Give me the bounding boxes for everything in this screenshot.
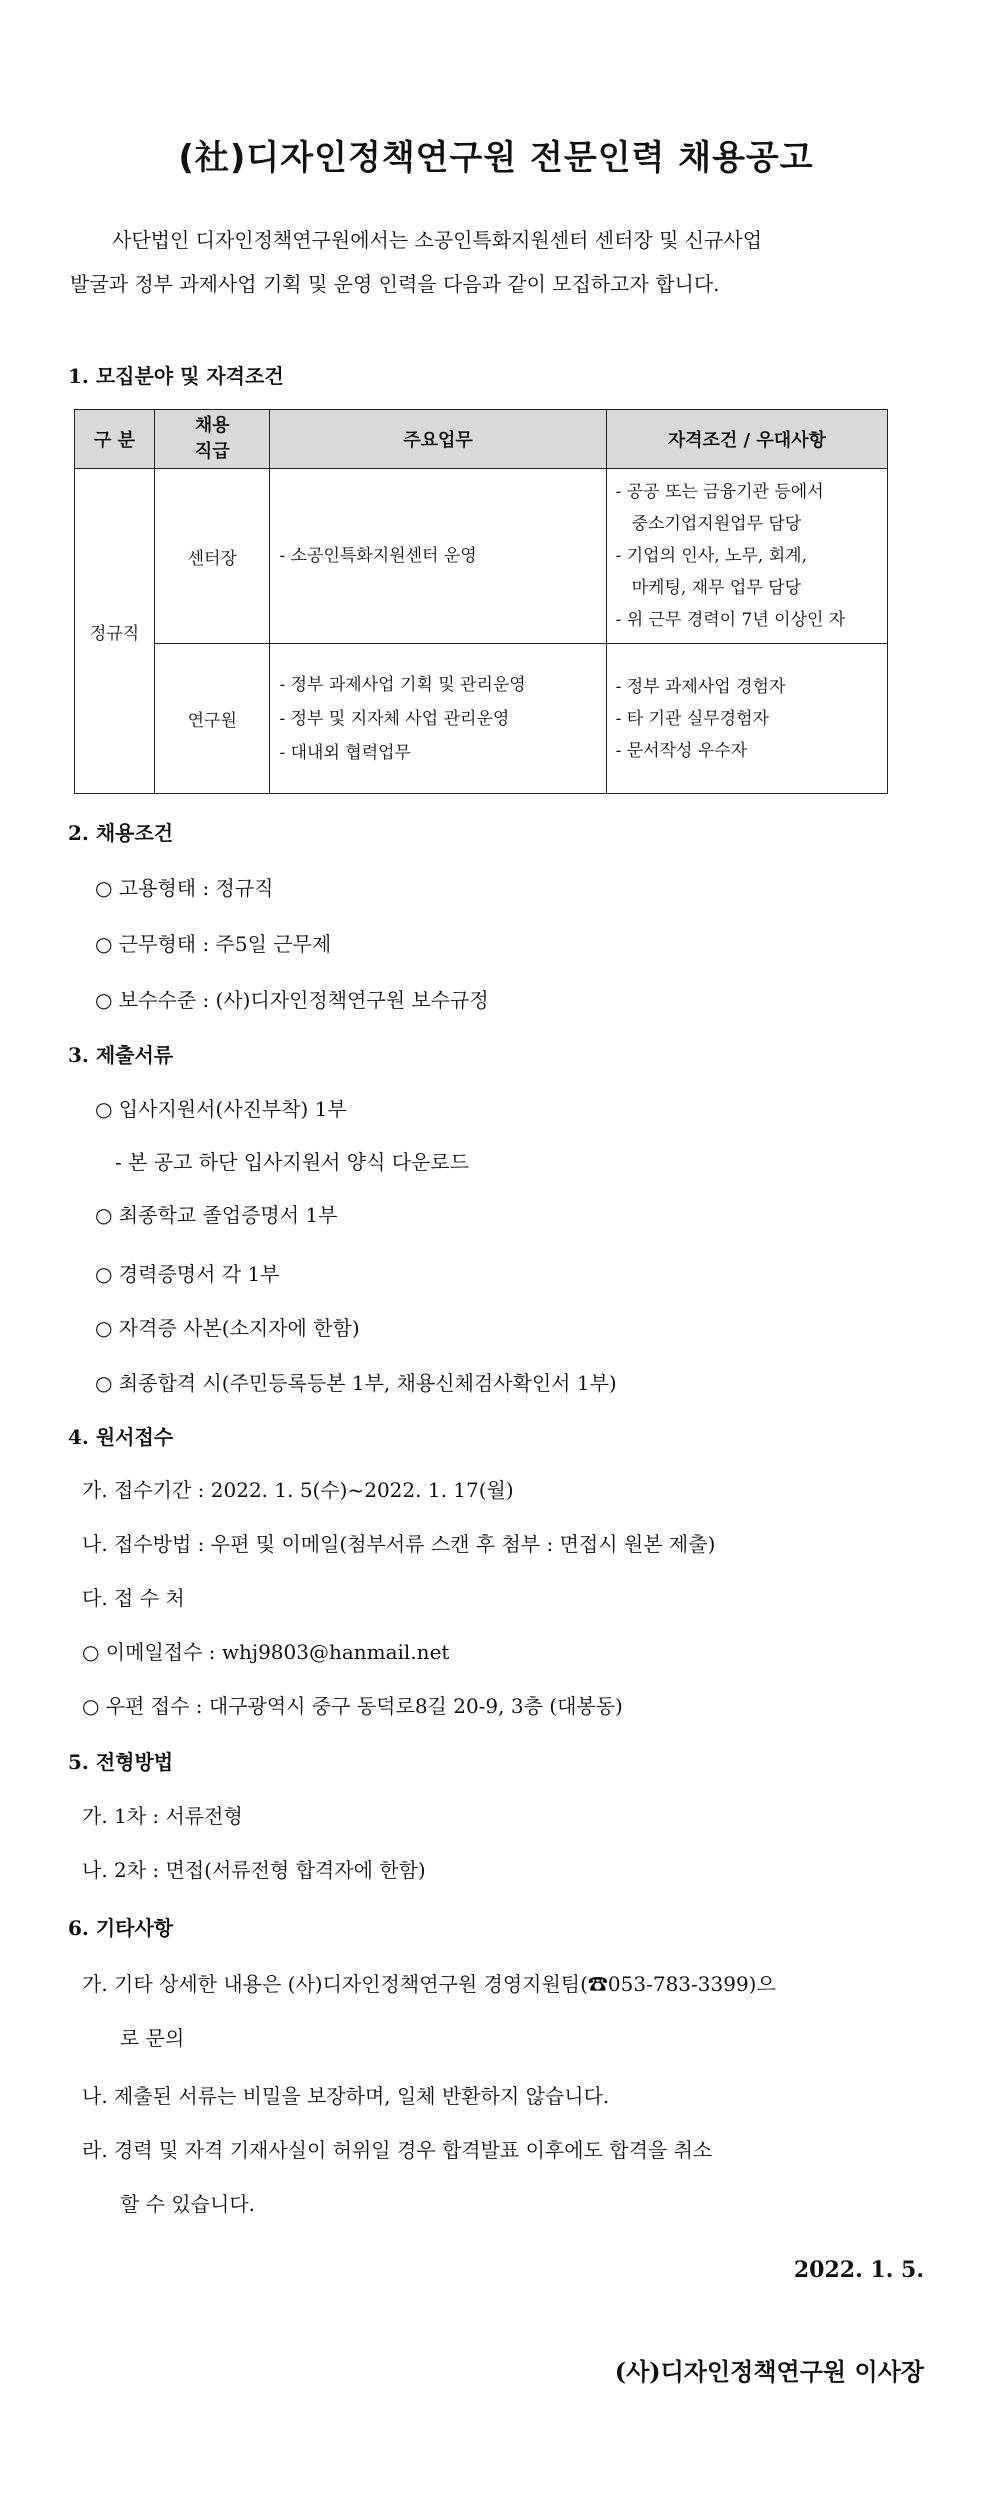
document-item: ○ 최종학교 졸업증명서 1부 <box>95 1203 338 1227</box>
qualifications-cell <box>606 469 887 644</box>
notice-date: 2022. 1. 5. <box>793 2257 924 2283</box>
application-method: 나. 접수방법 : 우편 및 이메일(첨부서류 스캔 후 첨부 : 면접시 원본 제출) <box>82 1532 716 1556</box>
table-row <box>75 469 888 644</box>
category-cell: 정규직 <box>75 469 155 794</box>
selection-step-1: 가. 1차 : 서류전형 <box>82 1804 243 1828</box>
qual-item: 중소기업지원업무 담당 <box>631 514 802 534</box>
document-item: ○ 자격증 사본(소지자에 한함) <box>95 1316 360 1340</box>
intro-paragraph <box>70 218 930 306</box>
header-duties: 주요업무 <box>270 410 606 469</box>
other-item-a-line-2: 로 문의 <box>120 2026 185 2050</box>
qual-item: - 기업의 인사, 노무, 회계, <box>615 546 807 566</box>
document-item: ○ 입사지원서(사진부착) 1부 <box>95 1097 347 1121</box>
qual-item: - 정부 과제사업 경험자 <box>615 676 786 697</box>
qual-item: - 타 기관 실무경험자 <box>615 708 769 729</box>
application-place: 다. 접 수 처 <box>82 1586 185 1610</box>
rank-cell: 연구원 <box>155 644 270 794</box>
email-application: ○ 이메일접수 : whj9803@hanmail.net <box>82 1640 450 1664</box>
intro-line-1: 사단법인 디자인정책연구원에서는 소공인특화지원센터 센터장 및 신규사업 <box>112 228 763 252</box>
intro-line-2: 발굴과 정부 과제사업 기획 및 운영 인력을 다음과 같이 모집하고자 합니다. <box>70 272 720 296</box>
qual-item: - 문서작성 우수자 <box>615 740 748 761</box>
qual-item: - 위 근무 경력이 7년 이상인 자 <box>615 610 846 630</box>
salary-level: ○ 보수수준 : (사)디자인정책연구원 보수규정 <box>95 988 489 1012</box>
table-header-row <box>75 410 888 469</box>
duty-item: - 대내외 협력업무 <box>279 742 411 763</box>
section-1-heading: 1. 모집분야 및 자격조건 <box>68 364 284 388</box>
section-3-heading: 3. 제출서류 <box>68 1043 174 1067</box>
selection-step-2: 나. 2차 : 면접(서류전형 합격자에 한함) <box>82 1858 426 1882</box>
header-category: 구 분 <box>75 410 155 469</box>
qualifications-cell <box>606 644 887 794</box>
qual-item: 마케팅, 재무 업무 담당 <box>631 578 802 598</box>
other-item-b: 나. 제출된 서류는 비밀을 보장하며, 일체 반환하지 않습니다. <box>82 2084 610 2108</box>
section-2-heading: 2. 채용조건 <box>68 821 174 845</box>
section-5-heading: 5. 전형방법 <box>68 1750 174 1774</box>
duties-cell <box>270 644 606 794</box>
other-item-a-line-1: 가. 기타 상세한 내용은 (사)디자인정책연구원 경영지원팀(☎053-783-3399)으 <box>82 1972 776 1996</box>
application-period: 가. 접수기간 : 2022. 1. 5(수)~2022. 1. 17(월) <box>82 1478 514 1502</box>
employment-type: ○ 고용형태 : 정규직 <box>95 876 274 900</box>
header-rank: 채용 직급 <box>155 410 270 469</box>
other-item-c-line-1: 라. 경력 및 자격 기재사실이 허위일 경우 합격발표 이후에도 합격을 취소 <box>82 2138 713 2162</box>
document-item: ○ 경력증명서 각 1부 <box>95 1262 280 1286</box>
table-row <box>75 644 888 794</box>
section-6-heading: 6. 기타사항 <box>68 1916 174 1940</box>
recruitment-table <box>74 409 888 794</box>
document-subitem: - 본 공고 하단 입사지원서 양식 다운로드 <box>115 1150 470 1174</box>
page-title: (社)디자인정책연구원 전문인력 채용공고 <box>178 138 814 178</box>
other-item-c-line-2: 할 수 있습니다. <box>120 2192 255 2216</box>
work-type: ○ 근무형태 : 주5일 근무제 <box>95 932 332 956</box>
duty-item: - 정부 과제사업 기획 및 관리운영 <box>279 674 526 695</box>
rank-cell: 센터장 <box>155 469 270 644</box>
issuer-signature: (사)디자인정책연구원 이사장 <box>614 2357 924 2386</box>
document-item: ○ 최종합격 시(주민등록등본 1부, 채용신체검사확인서 1부) <box>95 1371 617 1395</box>
header-qualifications: 자격조건 / 우대사항 <box>606 410 887 469</box>
duty-item: - 소공인특화지원센터 운영 <box>279 546 477 566</box>
qual-item: - 공공 또는 금융기관 등에서 <box>615 482 824 502</box>
duties-cell <box>270 469 606 644</box>
post-application: ○ 우편 접수 : 대구광역시 중구 동덕로8길 20-9, 3층 (대봉동) <box>82 1694 623 1718</box>
duty-item: - 정부 및 지자체 사업 관리운영 <box>279 708 510 729</box>
section-4-heading: 4. 원서접수 <box>68 1425 174 1449</box>
